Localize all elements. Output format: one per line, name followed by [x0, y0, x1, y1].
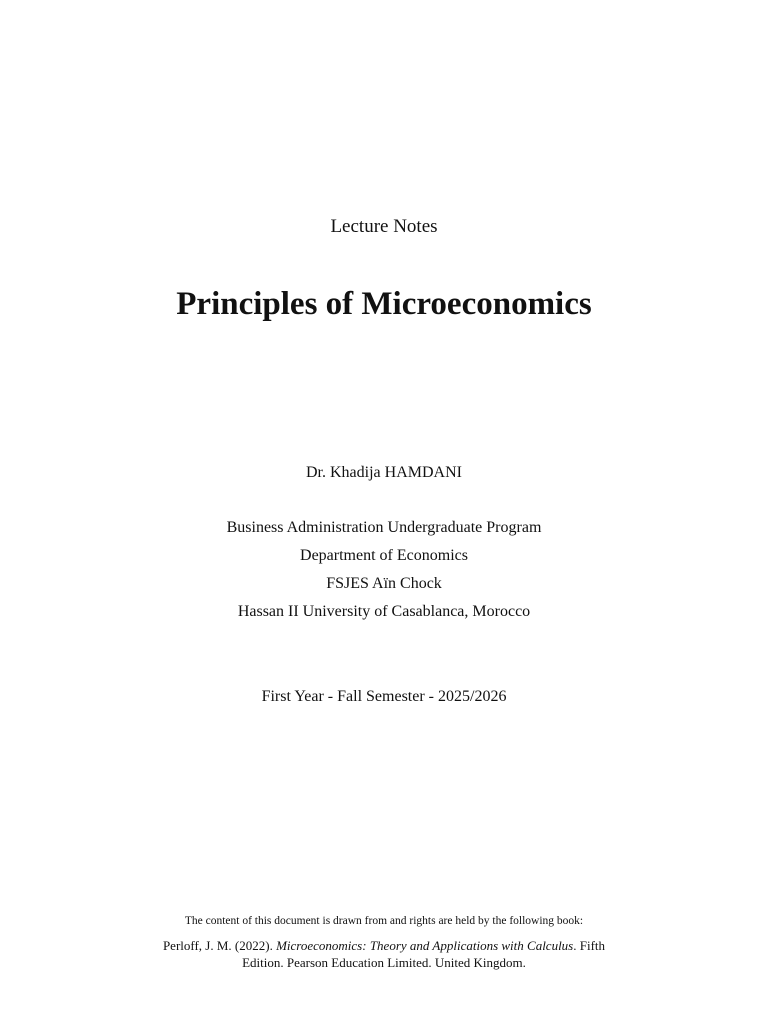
affiliation-program: Business Administration Undergraduate Program — [226, 519, 542, 536]
reference-suffix: . Fifth Edition. Pearson Education Limited. United Kingdom. — [242, 938, 606, 970]
affiliation-faculty: FSJES Aïn Chock — [326, 575, 442, 592]
reference-book-title: Microeconomics: Theory and Applications with Calculus — [276, 938, 574, 953]
academic-term: First Year - Fall Semester - 2025/2026 — [261, 688, 507, 705]
affiliation-university: Hassan II University of Casablanca, Morocco — [237, 603, 531, 620]
source-note: The content of this document is drawn from and rights are held by the following book: — [184, 915, 584, 927]
book-reference — [150, 937, 618, 971]
author-name: Dr. Khadija HAMDANI — [306, 464, 462, 481]
document-subtitle: Lecture Notes — [330, 216, 438, 237]
document-title: Principles of Microeconomics — [176, 286, 592, 322]
reference-prefix: Perloff, J. M. (2022). — [162, 938, 277, 953]
affiliation-department: Department of Economics — [300, 547, 468, 564]
